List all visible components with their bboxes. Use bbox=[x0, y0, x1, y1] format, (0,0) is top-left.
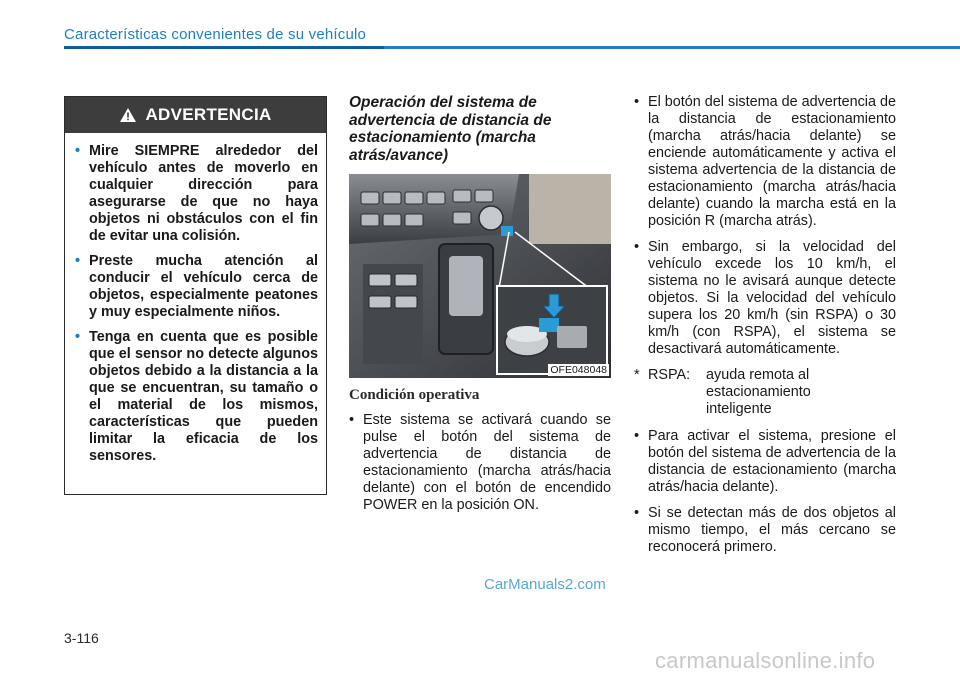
subheading: Condición operativa bbox=[349, 387, 480, 403]
header-rule-accent bbox=[64, 46, 384, 49]
section-title: Características convenientes de su vehículo bbox=[64, 26, 367, 43]
list-item: • Sin embargo, si la velocidad del vehículo excede los 10 km/h, el sistema no le avisará aunque detecte objetos. Si la velocidad del vehículo supera los 20 km/h (sin RSPA) o 30 km/h (con RSPA), el sistema se desactivará automáticamente. bbox=[634, 239, 896, 357]
image-code: OFE048048 bbox=[550, 364, 607, 376]
bullet: • bbox=[75, 253, 81, 269]
bullet: • bbox=[634, 239, 640, 255]
list-item: • Este sistema se activará cuando se pulse el botón del sistema de advertencia de distancia de estacionamiento (marcha atrás/hacia delante) con el botón de encendido POWER en la posición ON. bbox=[349, 412, 611, 513]
warning-item: • Tenga en cuenta que es posible que el sensor no detecte algunos objetos debido a la distancia a la que se encuentran, su tamaño o el material de los mismos, características que pueden limitar la eficacia de los sensores. bbox=[75, 329, 318, 464]
watermark-link[interactable]: CarManuals2.com bbox=[484, 576, 606, 593]
footnote-key: RSPA: bbox=[648, 367, 691, 383]
list-item: • El botón del sistema de advertencia de la distancia de estacionamiento (marcha atrás/hacia delante) se enciende automáticamente y activa el sistema advertencia de la distancia de estacionamiento (marcha atrás/hacia delante) cuando la marcha está en la posición R (marcha atrás). bbox=[634, 94, 896, 229]
warning-item: • Preste mucha atención al conducir el vehículo cerca de objetos, especialmente peatones y muy especialmente niños. bbox=[75, 253, 318, 320]
warning-list bbox=[65, 133, 326, 465]
footnote bbox=[634, 367, 896, 418]
footnote-definition: ayuda remota al estacionamiento inteligente bbox=[706, 367, 811, 417]
page-number: 3-116 bbox=[64, 630, 99, 646]
warning-header bbox=[65, 97, 326, 133]
bullet: • bbox=[75, 143, 81, 159]
list-item: • Si se detectan más de dos objetos al mismo tiempo, el más cercano se reconocerá primero. bbox=[634, 505, 896, 555]
center-console-illustration bbox=[349, 174, 611, 378]
bullet: • bbox=[349, 412, 355, 428]
warning-item: • Mire SIEMPRE alrededor del vehículo antes de moverlo en cualquier dirección para asegurarse de que no haya objetos ni obstáculos con el fin de evitar una colisión. bbox=[75, 143, 318, 244]
footnote-marker: * bbox=[634, 367, 640, 383]
warning-title: ADVERTENCIA bbox=[145, 105, 272, 124]
section-heading: Operación del sistema de advertencia de distancia de estacionamiento (marcha atrás/avance) bbox=[349, 94, 552, 164]
list-item: • Para activar el sistema, presione el botón del sistema de advertencia de la distancia de estacionamiento (marcha atrás/hacia delante). bbox=[634, 428, 896, 495]
warning-box bbox=[64, 96, 327, 495]
bullet: • bbox=[634, 94, 640, 110]
bullet: • bbox=[634, 505, 640, 521]
warning-triangle-icon bbox=[119, 107, 137, 123]
bullet: • bbox=[75, 329, 81, 345]
middle-list bbox=[349, 412, 611, 523]
right-list bbox=[634, 94, 896, 565]
watermark-footer: carmanualsonline.info bbox=[655, 648, 876, 673]
bullet: • bbox=[634, 428, 640, 444]
console-photo bbox=[349, 174, 611, 378]
